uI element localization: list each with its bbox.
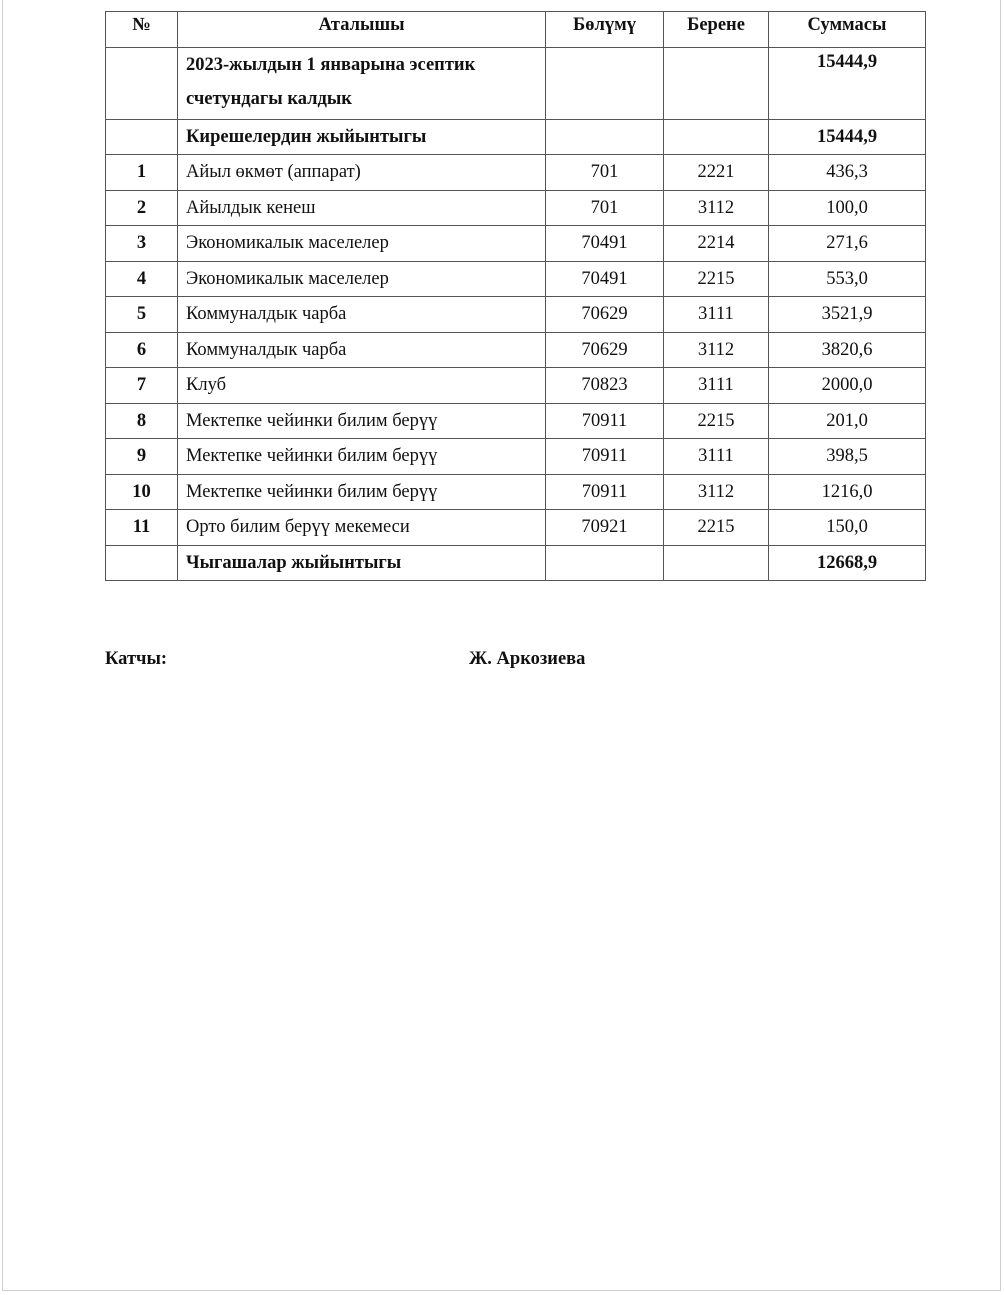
row-name: Мектепке чейинки билим берүү	[178, 474, 546, 510]
row-num: 5	[106, 297, 178, 333]
row-sum: 436,3	[769, 155, 926, 191]
row-num: 10	[106, 474, 178, 510]
row-section: 70629	[546, 297, 664, 333]
row-name: Мектепке чейинки билим берүү	[178, 403, 546, 439]
table-row	[106, 403, 926, 439]
signature-name: Ж. Аркозиева	[469, 649, 586, 669]
row-num: 6	[106, 332, 178, 368]
row-name: Клуб	[178, 368, 546, 404]
row-code: 3111	[664, 368, 769, 404]
opening-balance-row	[106, 47, 926, 119]
row-num: 4	[106, 261, 178, 297]
expense-total-name: Чыгашалар жыйынтыгы	[178, 545, 546, 581]
row-sum: 398,5	[769, 439, 926, 475]
table-row	[106, 368, 926, 404]
row-name: Айыл өкмөт (аппарат)	[178, 155, 546, 191]
expense-total-sum: 12668,9	[769, 545, 926, 581]
table-row	[106, 332, 926, 368]
signature-label: Катчы:	[105, 649, 168, 669]
document-page	[2, 0, 1001, 1291]
row-name: Мектепке чейинки билим берүү	[178, 439, 546, 475]
row-sum: 3521,9	[769, 297, 926, 333]
row-sum: 201,0	[769, 403, 926, 439]
row-code: 2215	[664, 510, 769, 546]
row-sum: 3820,6	[769, 332, 926, 368]
row-sum: 1216,0	[769, 474, 926, 510]
row-name: Айылдык кенеш	[178, 190, 546, 226]
row-section: 70911	[546, 474, 664, 510]
row-sum: 2000,0	[769, 368, 926, 404]
row-sum: 150,0	[769, 510, 926, 546]
row-code: 2221	[664, 155, 769, 191]
header-section: Бөлүмү	[546, 12, 664, 48]
row-name: Орто билим берүү мекемеси	[178, 510, 546, 546]
opening-balance-sum: 15444,9	[769, 47, 926, 119]
table-row	[106, 439, 926, 475]
row-code: 3112	[664, 190, 769, 226]
row-section: 70823	[546, 368, 664, 404]
table-row	[106, 510, 926, 546]
row-num: 8	[106, 403, 178, 439]
row-num: 7	[106, 368, 178, 404]
row-code: 2215	[664, 403, 769, 439]
expense-total-row	[106, 545, 926, 581]
header-name: Аталышы	[178, 12, 546, 48]
row-sum: 553,0	[769, 261, 926, 297]
row-sum: 271,6	[769, 226, 926, 262]
row-section: 70921	[546, 510, 664, 546]
row-sum: 100,0	[769, 190, 926, 226]
table-row	[106, 261, 926, 297]
row-code: 3112	[664, 332, 769, 368]
row-name: Коммуналдык чарба	[178, 332, 546, 368]
row-section: 70911	[546, 403, 664, 439]
row-section: 70491	[546, 226, 664, 262]
row-code: 2214	[664, 226, 769, 262]
table-header-row	[106, 12, 926, 48]
row-code: 2215	[664, 261, 769, 297]
row-code: 3111	[664, 439, 769, 475]
row-code: 3111	[664, 297, 769, 333]
row-section: 70629	[546, 332, 664, 368]
row-name: Коммуналдык чарба	[178, 297, 546, 333]
budget-table	[105, 11, 926, 581]
income-total-name: Кирешелердин жыйынтыгы	[178, 119, 546, 155]
row-num: 3	[106, 226, 178, 262]
header-num: №	[106, 12, 178, 48]
row-num: 2	[106, 190, 178, 226]
header-sum: Суммасы	[769, 12, 926, 48]
header-code: Берене	[664, 12, 769, 48]
row-num: 1	[106, 155, 178, 191]
income-total-row	[106, 119, 926, 155]
row-section: 70491	[546, 261, 664, 297]
row-num: 9	[106, 439, 178, 475]
table-row	[106, 297, 926, 333]
table-row	[106, 155, 926, 191]
row-name: Экономикалык маселелер	[178, 226, 546, 262]
row-num: 11	[106, 510, 178, 546]
opening-balance-name: 2023-жылдын 1 январына эсептик счетундагы калдык	[178, 47, 546, 119]
row-code: 3112	[664, 474, 769, 510]
row-section: 70911	[546, 439, 664, 475]
row-name: Экономикалык маселелер	[178, 261, 546, 297]
table-row	[106, 474, 926, 510]
income-total-sum: 15444,9	[769, 119, 926, 155]
table-row	[106, 226, 926, 262]
row-section: 701	[546, 190, 664, 226]
table-row	[106, 190, 926, 226]
row-section: 701	[546, 155, 664, 191]
